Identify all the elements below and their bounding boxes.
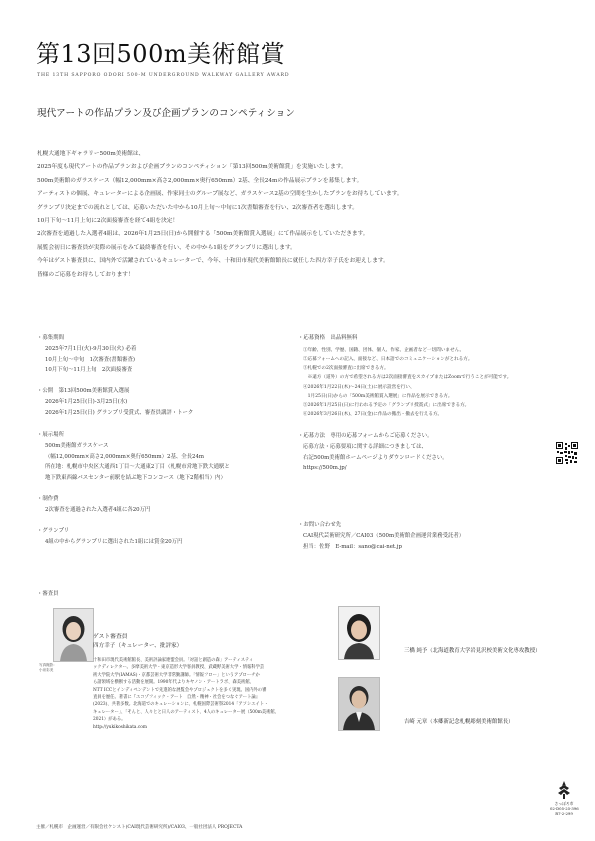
qualification-section	[298, 333, 548, 419]
bio-line: ックディレクター。多摩美術大学・東京造形大学客員教授、武蔵野美術大学・情報科学芸	[93, 665, 265, 671]
production-fee-section	[37, 494, 287, 516]
section-line: CAI現代芸術研究所／CAI03（500m美術館企画運営業務受託者）	[303, 532, 465, 539]
section-heading: ・グランプリ	[37, 528, 70, 534]
section-heading: ・お問い合わせ先	[298, 522, 342, 528]
intro-line: アーティストの個展、キュレーターによる企画展、作家同士のグループ展など、ガラスケース2基の空間を生かしたプランをお待ちしています。	[37, 191, 403, 198]
qr-code[interactable]	[556, 442, 578, 464]
section-line: 10月下旬〜11月上旬 2次面接審査	[45, 367, 133, 374]
section-line: ⑤2026年1月25日(日)に行われる予定の「グランプリ授賞式」に出席できる方。	[303, 403, 470, 409]
qr-code-icon	[556, 442, 578, 464]
bio-line: (2023)、共著多数。北海道でのキュレーションに、札幌国際芸術祭2014「アソシエイト・	[93, 702, 269, 708]
intro-line: グランプリ決定までの流れとしては、応募いただいた中から10月上旬〜中旬に1次書類審査を行い、2次審査者を選出します。	[37, 204, 358, 211]
section-line: ※遠方（道外）の方で希望される方は2次面接審査をスカイプまたはZoomで行うことが可能です。	[303, 375, 512, 381]
page-title: 第13回500m美術館賞	[36, 40, 286, 68]
section-heading: ・制作費	[37, 496, 59, 502]
grand-prix-section	[37, 526, 287, 548]
judge-name: 吉崎 元章（本郷新記念札幌彫刻美術館館長）	[404, 719, 514, 725]
bio-line: 査員を歴任。著書に『エコゾフィック・アート 自然・精神・社会をつなぐアート論』	[93, 695, 260, 701]
section-line: 地下鉄東西線バスセンター前駅を結ぶ地下コンコース（地下2階相当）内）	[45, 475, 226, 482]
photo-credit-line: 小泉彩美	[39, 668, 54, 673]
headline: 現代アートの作品プラン及び企画プランのコンペティション	[37, 108, 295, 119]
intro-line: 皆様のご応募をお待ちしております！	[37, 271, 134, 278]
section-line: ⑥2026年3月26日(木)、27日(金)に作品の搬出・撤去を行える方。	[303, 412, 443, 418]
bio-line: NTT ICCとインディペンデントで先進的な展覧会やプロジェクトを多く実現。国内外の審	[93, 687, 267, 693]
english-subtitle: THE 13TH SAPPORO ODORI 500-M UNDERGROUND WALKWAY GALLERY AWARD	[37, 73, 290, 78]
section-line: 500m美術館ガラスケース	[45, 442, 109, 449]
section-heading: ・応募方法 専用の応募フォームからご応募ください。	[298, 433, 433, 439]
logo-code: 02-D05-25-396	[550, 806, 579, 811]
portrait-image	[339, 607, 379, 659]
application-method-section	[298, 431, 548, 474]
guest-judge-name: 四方幸子（キュレーター、批評家）	[93, 643, 183, 649]
contact-section	[298, 520, 548, 552]
intro-line: 展覧会初日に審査員が実際の展示をみて最終審査を行い、その中から1組をグランプリに選出します。	[37, 244, 296, 251]
photo-credit	[39, 663, 55, 673]
judges-heading: ・審査員	[37, 591, 59, 597]
intro-line: 10月下旬〜11月上旬に2次面接審査を経て4組を決定！	[37, 218, 179, 225]
guest-judge-photo	[53, 608, 94, 662]
section-line: ④2026年1月22日(木)〜24日(土)に展示設営を行い、	[303, 384, 415, 390]
bio-line: キュレーター」、「そんと、人々とと日人のアーティスト、4人のキュレーター展（500m美術館、	[93, 709, 280, 715]
section-heading: ・展示場所	[37, 432, 64, 438]
intro-line: 今年はゲスト審査員に、国内外で活躍されているキュレーターで、今年、十和田市現代美術館館長に就任した四方幸子氏をお迎えします。	[37, 258, 389, 265]
section-line: ②応募フォームへの記入、面接など、日本語でのコミュニケーションがとれる方。	[303, 357, 473, 362]
judge-photo-mitsuhashi	[338, 606, 380, 660]
bio-line: 2021）がある。	[93, 717, 126, 723]
exhibition-section	[37, 386, 287, 418]
intro-line: 2次審査を通過した入選者4組は、2026年1月25日(日)から開催する「500m美術館賞入選展」にて作品展示をしていただきます。	[37, 231, 369, 238]
intro-text	[37, 148, 562, 282]
section-line: ①年齢、性別、学歴、国籍、団体、個人、作家、企画者など一切問いません。	[303, 347, 465, 353]
section-line: 2次審査を通過された入選者4組に各20万円	[45, 506, 151, 513]
intro-line: 札幌大通地下ギャラリー500m美術館は、	[37, 151, 145, 157]
contact-email[interactable]: 担当：佐野 E-mail：sano@cai-net.jp	[303, 543, 402, 550]
guest-judge-label: ゲスト審査員	[93, 634, 128, 640]
judge-photo-yoshizaki	[338, 677, 380, 731]
section-heading: ・公開 第13回500m美術館賞入選展	[37, 388, 130, 394]
intro-line: 2025年度も現代アートの作品プランおよび企画プランのコンペティション「第13回500m美術館賞」を実施いたします。	[37, 164, 347, 171]
sapporo-city-logo	[550, 780, 578, 816]
intro-line: 500m美術館のガラスケース（幅12,000mm×高さ2,000mm×奥行650mm）2基、全長24mの作品展示プランを募集します。	[37, 177, 363, 184]
photo-credit-line: 写真撮影:	[39, 663, 55, 667]
guest-judge-bio	[93, 657, 323, 731]
portrait-image	[339, 678, 379, 730]
venue-section	[37, 430, 287, 484]
bio-line: ら諸領域を横断する活動を展開。1990年代よりキヤノン・アートラボ、森美術館、	[93, 680, 254, 686]
section-line: 1月25日(日)からの「500m美術館賞入選展」に作品を展示できる方。	[303, 393, 453, 399]
footer-organizers: 主催／札幌市 企画運営／有限会社ケンスト(CAI現代芸術研究所)/CAI03、一般社団法人 PROJECTA	[36, 825, 243, 830]
recruitment-period-section	[37, 333, 287, 376]
section-line: 応募方法・応募要項に関する詳細につきましては、	[303, 443, 427, 450]
portrait-image	[54, 609, 93, 661]
logo-name: さっぽろ市	[554, 801, 574, 806]
website-link[interactable]: https://500m.jp/	[303, 465, 347, 472]
section-heading: ・応募資格 出品料無料	[298, 335, 358, 341]
section-line: 2026年1月25日(日)-3月25日(水)	[45, 398, 128, 405]
section-line: 2026年1月25日(日) グランプリ受賞式、審査員講評・トーク	[45, 409, 194, 416]
sapporo-emblem-icon	[554, 780, 574, 800]
bio-line: 術大学院大学(IAMAS)・京都芸術大学非常勤講師。「情報フロー」というアプローチか	[93, 672, 260, 678]
section-heading: ・募集期間	[37, 335, 64, 341]
section-line: 10月上旬〜中旬 1次審査(書類審査)	[45, 356, 135, 363]
section-line: ③札幌での2次面接審査に出席できる方。	[303, 366, 389, 372]
section-line: 右記500m美術館ホームページよりダウンロードください。	[303, 454, 448, 461]
section-line: 所在地：札幌市中央区大通西1丁目〜大通東2丁目（札幌市営地下鉄大通駅と	[45, 464, 230, 471]
guest-judge-url[interactable]: http://yukikoshikata.com	[93, 724, 147, 730]
logo-code: R7-2-299	[555, 811, 573, 816]
bio-line: 十和田市現代美術館館長、美術評論家連盟会員。「対話と創造の森」アーティスティ	[93, 658, 254, 663]
section-line: （幅12,000mm×高さ2,000mm×奥行650mm）2基、全長24m	[45, 453, 204, 460]
section-line: 4組の中からグランプリに選出された1組には賞金20万円	[45, 538, 183, 545]
judge-name: 三橋 純予（北海道教育大学岩見沢校美術文化専攻教授）	[404, 648, 541, 654]
section-line: 2025年7月1日(火)-9月30日(火) 必着	[45, 345, 137, 352]
